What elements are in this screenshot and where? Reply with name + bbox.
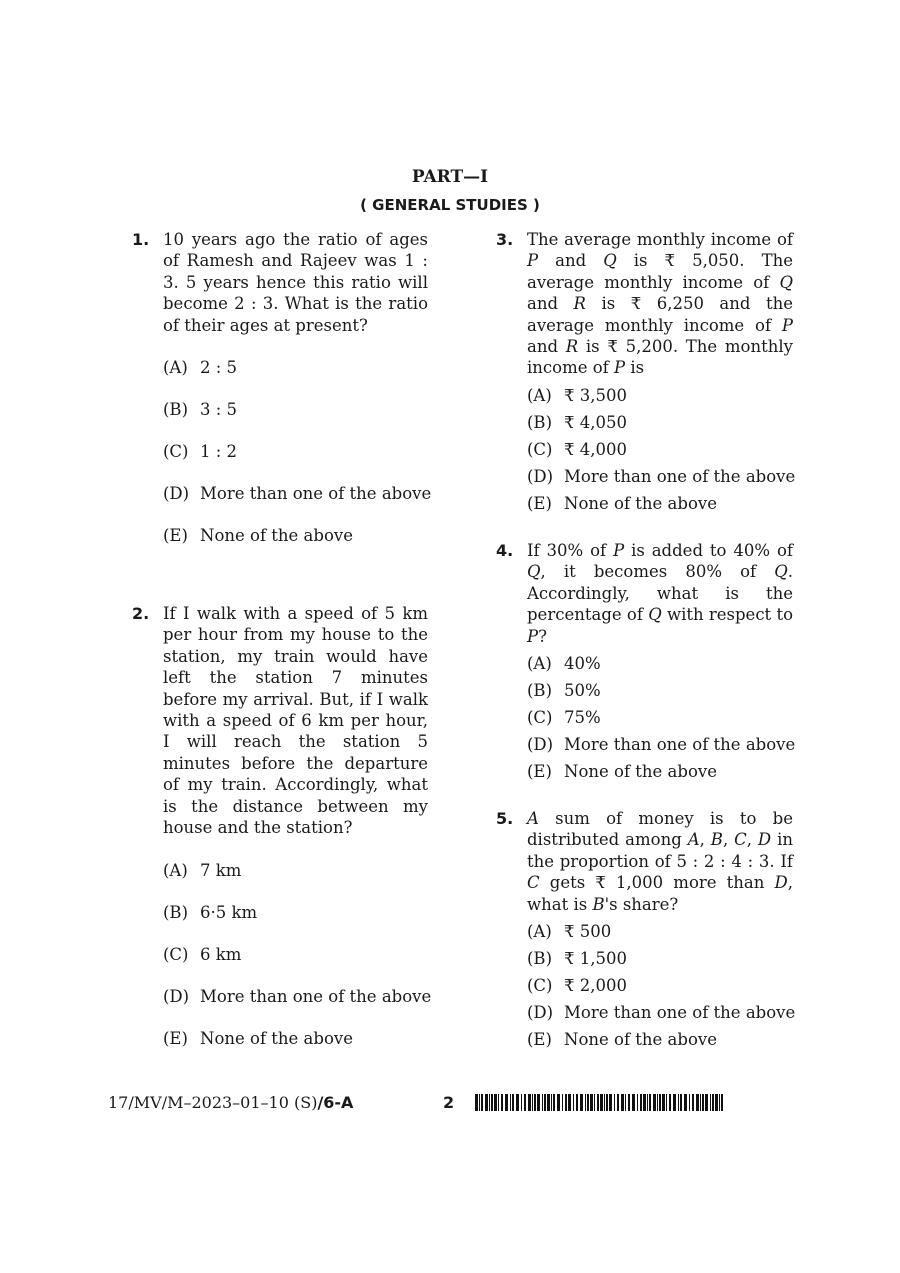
option-e: (E) None of the above [163, 526, 353, 545]
option-a: (A) 40% [527, 654, 601, 673]
option-d: (D) More than one of the above [527, 735, 796, 754]
question-3 [496, 229, 796, 513]
option-b: (B) 50% [527, 681, 601, 700]
part-title: PART—I [411, 167, 489, 187]
option-b: (B) 6·5 km [163, 903, 258, 922]
question-text: 10 years ago the ratio of ages of Ramesh and Rajeev was 1 : 3. 5 years hence this ratio will become 2 : 3. What is the ratio of their ages at present? [163, 230, 428, 335]
question-text: If 30% of P is added to 40% of Q, it becomes 80% of Q. Accordingly, what is the percentage of Q with respect to P? [527, 541, 794, 646]
question-5 [496, 808, 796, 1049]
option-c: (C) 6 km [163, 945, 242, 964]
page-number: 2 [443, 1093, 455, 1112]
option-e: (E) None of the above [527, 494, 717, 513]
option-e: (E) None of the above [527, 762, 717, 781]
barcode-icon [475, 1094, 725, 1111]
option-d: (D) More than one of the above [163, 484, 432, 503]
option-d: (D) More than one of the above [527, 467, 796, 486]
question-number: 2. [132, 604, 150, 623]
question-2 [132, 603, 432, 1048]
option-a: (A) ₹ 500 [527, 922, 612, 941]
option-b: (B) 3 : 5 [163, 400, 238, 419]
option-c: (C) ₹ 4,000 [527, 440, 627, 459]
question-text: A sum of money is to be distributed among A, B, C, D in the proportion of 5 : 2 : 4 : 3. If C gets ₹ 1,000 more than D, what is B's share? [527, 809, 793, 914]
option-c: (C) 1 : 2 [163, 442, 238, 461]
question-1 [132, 229, 432, 545]
option-e: (E) None of the above [163, 1029, 353, 1048]
option-a: (A) 7 km [163, 861, 242, 880]
question-number: 4. [496, 541, 514, 560]
option-c: (C) 75% [527, 708, 601, 727]
question-number: 3. [496, 230, 514, 249]
option-a: (A) 2 : 5 [163, 358, 238, 377]
question-number: 1. [132, 230, 150, 249]
paper-code: 17/MV/M–2023–01–10 (S)/6-A [108, 1093, 354, 1112]
option-b: (B) ₹ 1,500 [527, 949, 627, 968]
question-text: If I walk with a speed of 5 km per hour from my house to the station, my train would have left the station 7 minutes before my arrival. But, if I walk with a speed of 6 km per hour, I will reach the station 5 minutes before the departure of my train. Accordingly, what is the distance between my house and the station? [163, 604, 428, 838]
section-title: ( GENERAL STUDIES ) [360, 196, 540, 214]
option-a: (A) ₹ 3,500 [527, 386, 627, 405]
option-e: (E) None of the above [527, 1030, 717, 1049]
question-4 [496, 540, 796, 781]
option-c: (C) ₹ 2,000 [527, 976, 627, 995]
option-d: (D) More than one of the above [163, 987, 432, 1006]
question-number: 5. [496, 809, 514, 828]
option-d: (D) More than one of the above [527, 1003, 796, 1022]
option-b: (B) ₹ 4,050 [527, 413, 627, 432]
question-text: The average monthly income of P and Q is ₹ 5,050. The average monthly income of Q and R is ₹ 6,250 and the average monthly income of P and R is ₹ 5,200. The monthly income of P is [527, 230, 793, 378]
